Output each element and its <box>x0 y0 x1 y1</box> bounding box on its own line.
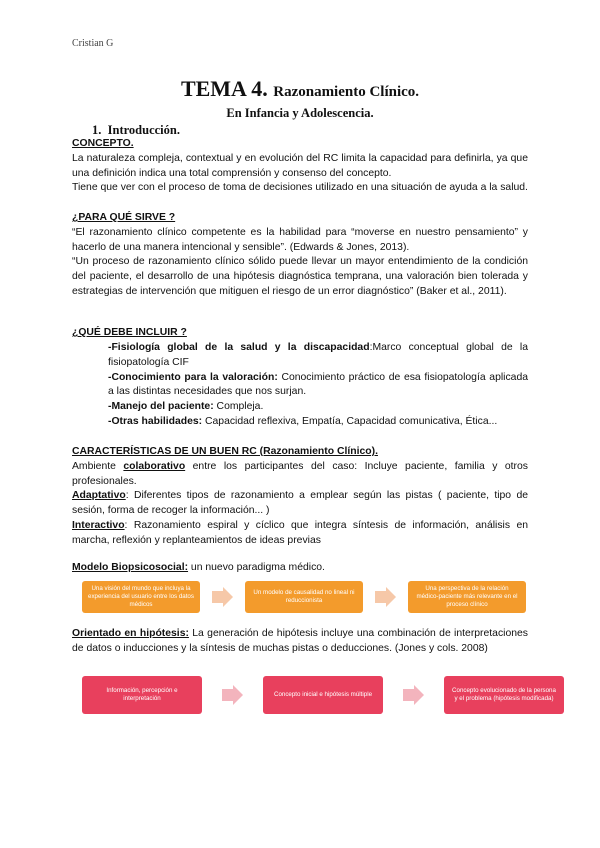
para-que-block <box>72 211 528 300</box>
caracteristicas-heading: CARACTERÍSTICAS DE UN BUEN RC (Razonamiento Clínico). <box>72 446 378 457</box>
page-subtitle: En Infancia y Adolescencia. <box>226 106 374 120</box>
que-debe-list <box>108 341 528 430</box>
arrow-right-icon <box>212 587 233 607</box>
caracteristica-interactivo <box>72 519 528 549</box>
list-item-text: Capacidad reflexiva, Empatía, Capacidad comunicativa, Ética... <box>202 415 498 427</box>
caracteristica-key: colaborativo <box>123 460 186 472</box>
caracteristica-text: : Razonamiento espiral y cíclico que integra síntesis de información, análisis en marcha, reflexión y replanteamientos de ideas previas <box>72 519 528 546</box>
caracteristica-prefix: Ambiente <box>72 460 124 472</box>
que-debe-heading <box>72 326 528 341</box>
orientado-block <box>72 627 528 657</box>
concepto-heading: CONCEPTO. <box>72 138 134 149</box>
caracteristica-text: entre los participantes del caso: Incluye paciente, familia y otros profesionales. <box>72 460 528 487</box>
author-header: Cristian G <box>72 38 114 49</box>
caracteristica-colaborativo <box>72 460 528 490</box>
title-tema: TEMA 4. <box>180 76 268 101</box>
flow-box: Concepto evolucionado de la persona y el problema (hipótesis modificada) <box>444 676 564 714</box>
caracteristica-key: Interactivo <box>72 519 125 531</box>
caracteristica-adaptativo <box>72 489 528 519</box>
arrow-right-icon <box>222 685 243 705</box>
orientado-flow-diagram <box>82 676 564 714</box>
concepto-block <box>72 137 528 196</box>
modelo-key: Modelo Biopsicosocial: <box>72 562 189 573</box>
flow-box: Una perspectiva de la relación médico-paciente más relevante en el proceso clínico <box>408 581 526 613</box>
caracteristica-key: Adaptativo <box>72 490 126 502</box>
title-topic: Razonamiento Clínico. <box>273 84 420 100</box>
section-heading <box>92 123 180 138</box>
flow-box: Una visión del mundo que incluya la experiencia del usuario entre los datos médicos <box>82 581 200 613</box>
para-que-heading: ¿PARA QUÉ SIRVE ? <box>72 212 176 223</box>
list-item <box>108 341 528 371</box>
orientado-key: Orientado en hipótesis: <box>72 628 189 639</box>
list-item <box>108 415 528 430</box>
concepto-paragraph-1: La naturaleza compleja, contextual y en evolución del RC limita la capacidad para definirla, ya que una definición indica una total comprensión y consenso del concepto. <box>72 152 528 179</box>
list-item-text: :Marco conceptual global de la fisiopatología CIF <box>108 342 528 368</box>
list-item-text: Compleja. <box>213 401 264 413</box>
flow-box: Concepto inicial e hipótesis múltiple <box>263 676 383 714</box>
modelo-heading <box>72 561 528 576</box>
flow-box: Un modelo de causalidad no lineal ni reduccionista <box>245 581 363 613</box>
arrow-right-icon <box>403 685 424 705</box>
flow-box: Información, percepción e interpretación <box>82 676 202 714</box>
concepto-paragraph-2: Tiene que ver con el proceso de toma de decisiones utilizado en una situación de ayuda a la salud. <box>72 182 528 194</box>
list-item-label: -Manejo del paciente: <box>108 401 214 413</box>
list-item-label: -Otras habilidades: <box>108 415 203 427</box>
orientado-text: La generación de hipótesis incluye una combinación de interpretaciones de datos o inducciones y la síntesis de muchas pistas o deducciones. (Jones y cols. 2008) <box>72 628 528 654</box>
list-item-text: Conocimiento práctico de esa fisiopatología aplicada a las distintas necesidades que nos surjan. <box>108 371 528 398</box>
para-que-paragraph-2: “Un proceso de razonamiento clínico sólido puede llevar un mayor entendimiento de la condición del paciente, el desarrollo de una hipótesis diagnóstica temprana, una valoración bien tolerada y estrategias de intervención que mitiguen el riesgo de un error diagnóstico” (Baker et al., 2011). <box>72 256 528 297</box>
list-item <box>108 400 528 415</box>
page-title <box>0 76 600 102</box>
arrow-right-icon <box>375 587 396 607</box>
section-title: Introducción. <box>107 123 180 137</box>
modelo-flow-diagram <box>82 581 526 613</box>
section-number: 1. <box>92 123 102 137</box>
list-item-label: -Conocimiento para la valoración: <box>108 371 278 383</box>
que-debe-heading-text: ¿QUÉ DEBE INCLUIR ? <box>72 327 187 338</box>
modelo-text: un nuevo paradigma médico. <box>188 562 325 573</box>
list-item-label: -Fisiología global de la salud y la discapacidad <box>108 342 370 353</box>
para-que-paragraph-1: “El razonamiento clínico competente es la habilidad para “moverse en nuestro pensamiento” y hacerlo de una manera intencional y sensible”. (Edwards & Jones, 2013). <box>72 226 528 253</box>
caracteristicas-block <box>72 445 528 549</box>
list-item <box>108 371 528 401</box>
caracteristica-text: : Diferentes tipos de razonamiento a emplear según las pistas ( paciente, tipo de sesión, forma de recoger la información... ) <box>72 490 528 517</box>
